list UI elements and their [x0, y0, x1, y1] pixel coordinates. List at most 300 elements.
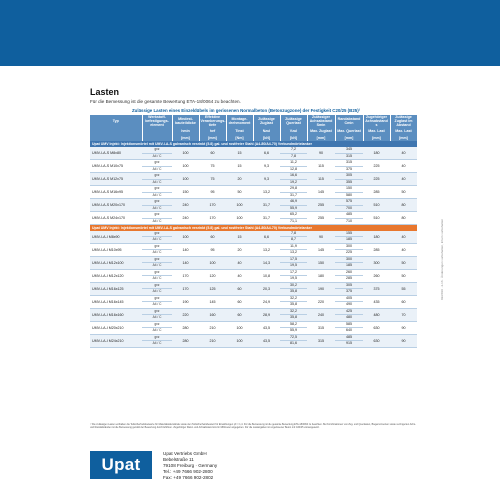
cell-hef: 170	[199, 199, 226, 212]
cell-shear-value: 65,2	[290, 212, 297, 216]
cell-edge	[335, 243, 363, 256]
table-header-row	[90, 115, 417, 127]
cell-shear	[280, 269, 307, 282]
cell-tension: 43,5	[253, 334, 280, 347]
table-row	[90, 147, 417, 160]
page-title: Lasten	[90, 87, 120, 97]
cell-spacing-2: 300	[363, 256, 390, 269]
cell-shear-value: 55,9	[280, 327, 307, 334]
cell-edge-value: 710	[335, 218, 363, 225]
cell-hmin: 100	[172, 147, 199, 160]
cell-spacing-2: 285	[363, 186, 390, 199]
table-row	[90, 173, 417, 186]
cell-load: 40	[390, 147, 417, 160]
address-street: Bebelstraße 11	[163, 457, 194, 462]
footnotes: ¹⁾ Die zulässigen Lasten enthalten die Teilsicherheitsbeiwerte für Materialwiderstände sowie den Teilsicherheitsbeiwert für Einwirkungen γF = 1,4. Für die Bemessung ist die gesamte Bewertung ETA-18/0064 zu beachten. Bei Kombinationen von Zug- und Querlasten, Biegemomenten sowie verringerten Achs- und Randabständen ist die Bemessung gemäß der Bewertung durchzuführen. Zugehöriger Rand- und Achsabstand sind in Millimeter angegeben. Für die Lastangaben ist ungerissener Beton mit C20/25 vorausgesetzt.	[90, 423, 416, 429]
cell-edge	[335, 282, 363, 295]
cell-edge-value: 485	[346, 334, 352, 339]
cell-hef: 120	[199, 269, 226, 282]
cell-shear-value: 32,2	[290, 308, 297, 313]
cell-shear-value: 12,8	[280, 166, 307, 173]
cell-edge-value: 575	[346, 199, 352, 203]
table-row	[90, 295, 417, 308]
cell-edge-value: 915	[335, 340, 363, 347]
cell-shear-value: 35,8	[280, 301, 307, 308]
col-header: Zugehöriger Achsabstand s	[363, 115, 390, 127]
cell-edge	[335, 231, 363, 244]
load-table-wrapper	[90, 115, 417, 348]
cell-spacing: 315	[307, 321, 335, 334]
col-unit: [kN]	[280, 134, 307, 141]
table-title: Zulässige Lasten eines Einzeldübels im gerissenen Normalbeton (Betonzugzone) der Festigkeit C20/25 (B25)¹	[132, 108, 361, 113]
col-header: Werkstoff-befestigungs-element	[142, 115, 172, 127]
cell-spacing-2: 480	[363, 308, 390, 321]
address-tel: Tel.: +49 7666 902-2800	[163, 469, 213, 474]
cell-material	[142, 282, 172, 295]
cell-spacing-2: 225	[363, 160, 390, 173]
cell-spacing: 255	[307, 212, 335, 225]
cell-torque: 100	[226, 199, 253, 212]
cell-material-value: gvz	[154, 199, 160, 203]
cell-hef: 100	[199, 256, 226, 269]
cell-hmin: 140	[172, 256, 199, 269]
cell-material-value: A4 / C	[142, 192, 172, 199]
cell-load: 90	[390, 334, 417, 347]
cell-material-value: gvz	[154, 269, 160, 274]
cell-tension: 10,8	[253, 269, 280, 282]
cell-edge-value: 150	[346, 186, 352, 190]
col-symbol	[90, 127, 142, 134]
col-symbol: Max. Querlast	[335, 127, 363, 134]
cell-type: UMV-I-A-I M12x100	[90, 256, 142, 269]
address-company: Upat Vertriebs GmbH	[163, 451, 207, 456]
cell-shear	[280, 308, 307, 321]
table-row	[90, 256, 417, 269]
col-symbol: hef	[199, 127, 226, 134]
cell-shear-value: 13,2	[280, 249, 307, 256]
cell-material	[142, 199, 172, 212]
cell-shear-value: 32,2	[290, 295, 297, 300]
table-body-section-2	[90, 225, 417, 348]
cell-type: UMV-I-A-S M8x80	[90, 147, 142, 160]
cell-shear-value: 46,9	[290, 199, 297, 203]
cell-torque: 100	[226, 321, 253, 334]
cell-material-value: gvz	[154, 243, 160, 248]
cell-edge-value: 640	[335, 327, 363, 334]
cell-spacing-2: 260	[363, 269, 390, 282]
cell-shear-value: 17,2	[290, 269, 297, 274]
table-row	[90, 321, 417, 334]
cell-shear	[280, 243, 307, 256]
cell-tension: 6,6	[253, 147, 280, 160]
section-header: Upat UMV Injekt: Injektionsmörtel mit UMV-I-A-S galvanisch verzinkt (5.8) gal. und rostfreier Stahl (A4-80/A4-70) Verbundmörtelanker	[90, 225, 417, 231]
cell-material-value: A4 / C	[142, 153, 172, 160]
cell-shear-value: 17,5	[290, 256, 297, 261]
page-subtitle: Für die Bemessung ist die gesamte Bewertung ETA-18/0064 zu beachten.	[90, 99, 241, 104]
cell-edge-value: 155	[346, 230, 352, 235]
cell-load: 40	[390, 160, 417, 173]
cell-material	[142, 269, 172, 282]
cell-edge	[335, 160, 363, 173]
col-header: Zulässige Querlast	[280, 115, 307, 127]
cell-shear-value: 72,5	[290, 334, 297, 339]
cell-edge-value: 315	[346, 160, 352, 164]
cell-hmin: 190	[172, 295, 199, 308]
brand-logo: Upat	[90, 451, 152, 479]
cell-material-value: A4 / C	[142, 249, 172, 256]
table-row	[90, 308, 417, 321]
cell-spacing: 145	[307, 186, 335, 199]
section-header: Upat UMV Injekt: Injektionsmörtel mit UMV-I-A-S galvanisch verzinkt (5.8) gal. und rostfreier Stahl (A4-80/A4-70) Verbundmörtelanker	[90, 141, 417, 147]
col-header: Randabstand Cmin	[335, 115, 363, 127]
cell-type: UMV-I-A-I M16x125	[90, 282, 142, 295]
table-row	[90, 243, 417, 256]
cell-material-value: gvz	[154, 230, 160, 235]
cell-edge-value: 580	[335, 192, 363, 199]
cell-hef: 145	[199, 295, 226, 308]
col-unit: [Nm]	[226, 134, 253, 141]
cell-shear	[280, 173, 307, 186]
address-fax: Fax: +49 7666 902-2802	[163, 475, 214, 480]
cell-hmin: 100	[172, 231, 199, 244]
cell-material-value: gvz	[154, 256, 160, 261]
cell-load: 90	[390, 321, 417, 334]
cell-type: UMV-I-A-I M16x160	[90, 308, 142, 321]
cell-shear-value: 7,2	[291, 147, 296, 151]
cell-material	[142, 308, 172, 321]
cell-shear-value: 11,9	[290, 243, 297, 248]
cell-spacing: 190	[307, 282, 335, 295]
cell-spacing: 145	[307, 243, 335, 256]
cell-material-value: A4 / C	[142, 327, 172, 334]
cell-torque: 20	[226, 243, 253, 256]
cell-load: 70	[390, 308, 417, 321]
col-unit: [mm]	[199, 134, 226, 141]
cell-tension: 13,2	[253, 186, 280, 199]
cell-tension: 14,3	[253, 256, 280, 269]
cell-edge-value: 425	[346, 308, 352, 313]
col-unit: [mm]	[172, 134, 199, 141]
col-symbol	[142, 127, 172, 134]
cell-edge	[335, 269, 363, 282]
cell-spacing: 150	[307, 256, 335, 269]
col-unit: [kN]	[253, 134, 280, 141]
cell-edge-value: 225	[335, 249, 363, 256]
cell-hef: 60	[199, 231, 226, 244]
cell-load: 60	[390, 295, 417, 308]
cell-shear-value: 71,1	[280, 218, 307, 225]
cell-material	[142, 160, 172, 173]
cell-load: 55	[390, 282, 417, 295]
cell-tension: 9,3	[253, 173, 280, 186]
cell-material-value: A4 / C	[142, 314, 172, 321]
cell-edge-value: 700	[335, 205, 363, 212]
cell-edge-value: 285	[335, 275, 363, 282]
cell-hef: 95	[199, 243, 226, 256]
cell-type: UMV-I-A-I M16x145	[90, 295, 142, 308]
cell-shear	[280, 147, 307, 160]
cell-edge	[335, 173, 363, 186]
cell-tension: 31,7	[253, 212, 280, 225]
cell-edge-value: 185	[335, 236, 363, 243]
col-symbol: Tinst	[226, 127, 253, 134]
cell-edge-value: 185	[335, 262, 363, 269]
load-table	[90, 115, 418, 348]
cell-spacing: 180	[307, 269, 335, 282]
cell-edge-value: 300	[346, 243, 352, 248]
col-unit	[142, 134, 172, 141]
cell-tension: 43,5	[253, 321, 280, 334]
col-symbol: Nzul	[253, 127, 280, 134]
cell-material-value: gvz	[154, 160, 160, 164]
cell-shear-value: 11,2	[290, 160, 297, 164]
cell-load: 50	[390, 186, 417, 199]
cell-spacing-2: 510	[363, 199, 390, 212]
cell-edge-value: 305	[346, 282, 352, 287]
cell-spacing-2: 180	[363, 231, 390, 244]
cell-spacing-2: 630	[363, 321, 390, 334]
col-symbol: Vzul	[280, 127, 307, 134]
cell-material	[142, 173, 172, 186]
cell-type: UMV-I-A-S M16x95	[90, 186, 142, 199]
table-row	[90, 334, 417, 347]
cell-edge	[335, 334, 363, 347]
cell-material-value: gvz	[154, 308, 160, 313]
cell-torque: 60	[226, 295, 253, 308]
cell-tension: 9,3	[253, 160, 280, 173]
cell-torque: 15	[226, 147, 253, 160]
cell-load: 40	[390, 243, 417, 256]
cell-material-value: A4 / C	[142, 275, 172, 282]
cell-shear-value: 35,8	[280, 288, 307, 295]
table-body-section-1	[90, 141, 417, 225]
cell-material-value: gvz	[154, 173, 160, 177]
cell-edge	[335, 186, 363, 199]
col-unit: [mm]	[390, 134, 417, 141]
cell-torque: 40	[226, 256, 253, 269]
cell-material-value: gvz	[154, 334, 160, 339]
cell-shear	[280, 256, 307, 269]
cell-torque: 15	[226, 231, 253, 244]
cell-edge-value: 375	[335, 288, 363, 295]
cell-material	[142, 256, 172, 269]
col-symbol: Max. Last	[363, 127, 390, 134]
cell-hmin: 150	[172, 186, 199, 199]
col-header: Zulässige Zuglast	[253, 115, 280, 127]
cell-spacing-2: 510	[363, 212, 390, 225]
address-city: 79108 Freiburg · Germany	[163, 463, 218, 468]
col-unit: [mm]	[363, 134, 390, 141]
cell-tension: 28,9	[253, 308, 280, 321]
cell-shear	[280, 282, 307, 295]
cell-hmin: 220	[172, 308, 199, 321]
cell-edge	[335, 147, 363, 160]
cell-edge-value: 405	[346, 295, 352, 300]
cell-torque: 50	[226, 186, 253, 199]
cell-shear-value: 58,2	[290, 321, 297, 326]
cell-edge	[335, 212, 363, 225]
cell-hef: 170	[199, 212, 226, 225]
cell-type: UMV-I-A-I M12x120	[90, 269, 142, 282]
cell-load: 50	[390, 256, 417, 269]
cell-material-value: gvz	[154, 147, 160, 151]
col-header: Typ	[90, 115, 142, 127]
cell-material	[142, 295, 172, 308]
cell-hmin: 170	[172, 282, 199, 295]
cell-spacing: 115	[307, 173, 335, 186]
cell-load: 50	[390, 269, 417, 282]
table-row	[90, 160, 417, 173]
cell-tension: 13,2	[253, 243, 280, 256]
cell-material-value: gvz	[154, 212, 160, 216]
cell-edge-value: 355	[335, 179, 363, 186]
cell-material	[142, 186, 172, 199]
cell-hef: 210	[199, 334, 226, 347]
cell-material	[142, 231, 172, 244]
cell-spacing: 220	[307, 295, 335, 308]
cell-edge	[335, 321, 363, 334]
cell-material-value: A4 / C	[142, 205, 172, 212]
table-row	[90, 269, 417, 282]
cell-spacing: 240	[307, 308, 335, 321]
cell-spacing: 90	[307, 147, 335, 160]
cell-edge-value: 315	[335, 153, 363, 160]
cell-hmin: 240	[172, 199, 199, 212]
cell-spacing-2: 285	[363, 243, 390, 256]
cell-shear-value: 81,6	[280, 340, 307, 347]
cell-shear	[280, 295, 307, 308]
cell-type: UMV-I-A-I M20x210	[90, 321, 142, 334]
cell-hef: 160	[199, 308, 226, 321]
cell-hmin: 100	[172, 173, 199, 186]
cell-edge	[335, 256, 363, 269]
cell-material-value: gvz	[154, 282, 160, 287]
cell-hef: 95	[199, 186, 226, 199]
cell-hmin: 240	[172, 212, 199, 225]
cell-type: UMV-I-A-I M10x95	[90, 243, 142, 256]
cell-edge-value: 490	[335, 301, 363, 308]
col-header: Montage-drehmoment	[226, 115, 253, 127]
col-symbol: hmin	[172, 127, 199, 134]
cell-material-value: A4 / C	[142, 340, 172, 347]
cell-edge-value: 585	[346, 321, 352, 326]
cell-spacing: 255	[307, 199, 335, 212]
col-header: Zulässige Zuglast im Abstand	[390, 115, 417, 127]
cell-edge-value: 345	[346, 147, 352, 151]
cell-material-value: A4 / C	[142, 166, 172, 173]
table-row	[90, 199, 417, 212]
cell-edge-value: 305	[346, 173, 352, 177]
cell-material-value: A4 / C	[142, 262, 172, 269]
table-row	[90, 282, 417, 295]
cell-torque: 60	[226, 308, 253, 321]
cell-material	[142, 212, 172, 225]
cell-material	[142, 147, 172, 160]
cell-edge-value: 375	[335, 166, 363, 173]
cell-shear-value: 7,8	[291, 230, 296, 235]
cell-torque: 100	[226, 334, 253, 347]
cell-tension: 24,9	[253, 295, 280, 308]
cell-shear-value: 35,8	[280, 314, 307, 321]
cell-material-value: gvz	[154, 321, 160, 326]
col-unit: [mm]	[307, 134, 335, 141]
cell-shear-value: 29,8	[290, 186, 297, 190]
col-header: Zulässiger Achsabstand Smin	[307, 115, 335, 127]
cell-edge-value: 300	[346, 256, 352, 261]
table-unit-row	[90, 134, 417, 141]
brand-header-bar	[0, 0, 500, 66]
cell-type: UMV-I-A-I M8x90	[90, 231, 142, 244]
cell-spacing: 90	[307, 231, 335, 244]
cell-hmin: 280	[172, 334, 199, 347]
cell-shear	[280, 199, 307, 212]
company-address	[163, 451, 217, 481]
cell-hmin: 100	[172, 160, 199, 173]
cell-material-value: A4 / C	[142, 236, 172, 243]
cell-material-value: gvz	[154, 295, 160, 300]
cell-material	[142, 321, 172, 334]
cell-shear-value: 31,7	[280, 192, 307, 199]
col-symbol: Max. Zuglast	[307, 127, 335, 134]
table-subheader-row	[90, 127, 417, 134]
cell-torque: 40	[226, 269, 253, 282]
cell-material	[142, 334, 172, 347]
cell-shear	[280, 186, 307, 199]
cell-spacing-2: 180	[363, 147, 390, 160]
cell-load: 80	[390, 199, 417, 212]
table-row	[90, 186, 417, 199]
cell-load: 80	[390, 212, 417, 225]
cell-shear-value: 19,5	[280, 275, 307, 282]
table-row	[90, 212, 417, 225]
cell-shear	[280, 212, 307, 225]
table-row	[90, 231, 417, 244]
cell-material-value: gvz	[154, 186, 160, 190]
cell-torque: 15	[226, 160, 253, 173]
cell-tension: 31,7	[253, 199, 280, 212]
col-unit: [mm]	[335, 134, 363, 141]
cell-spacing-2: 225	[363, 173, 390, 186]
cell-spacing: 315	[307, 334, 335, 347]
col-symbol: Max. Last	[390, 127, 417, 134]
cell-type: UMV-I-A-S M24x170	[90, 212, 142, 225]
cell-shear	[280, 321, 307, 334]
cell-hef: 125	[199, 282, 226, 295]
cell-shear-value: 8,7	[280, 236, 307, 243]
cell-tension: 6,6	[253, 231, 280, 244]
cell-shear-value: 7,8	[280, 153, 307, 160]
cell-shear-value: 30,2	[290, 282, 297, 287]
cell-shear-value: 19,2	[280, 179, 307, 186]
cell-shear	[280, 334, 307, 347]
cell-hmin: 170	[172, 269, 199, 282]
cell-shear	[280, 231, 307, 244]
cell-edge-value: 485	[346, 212, 352, 216]
cell-edge-value: 260	[346, 269, 352, 274]
cell-type: UMV-I-A-S M10x75	[90, 160, 142, 173]
cell-hef: 75	[199, 160, 226, 173]
cell-shear-value: 55,9	[280, 205, 307, 212]
cell-edge	[335, 308, 363, 321]
cell-tension: 20,3	[253, 282, 280, 295]
col-header: Mindest-bauteildicke	[172, 115, 199, 127]
cell-hef: 210	[199, 321, 226, 334]
cell-type: UMV-I-A-S M20x170	[90, 199, 142, 212]
cell-hef: 75	[199, 173, 226, 186]
cell-torque: 100	[226, 212, 253, 225]
cell-hmin: 140	[172, 243, 199, 256]
cell-material-value: A4 / C	[142, 288, 172, 295]
